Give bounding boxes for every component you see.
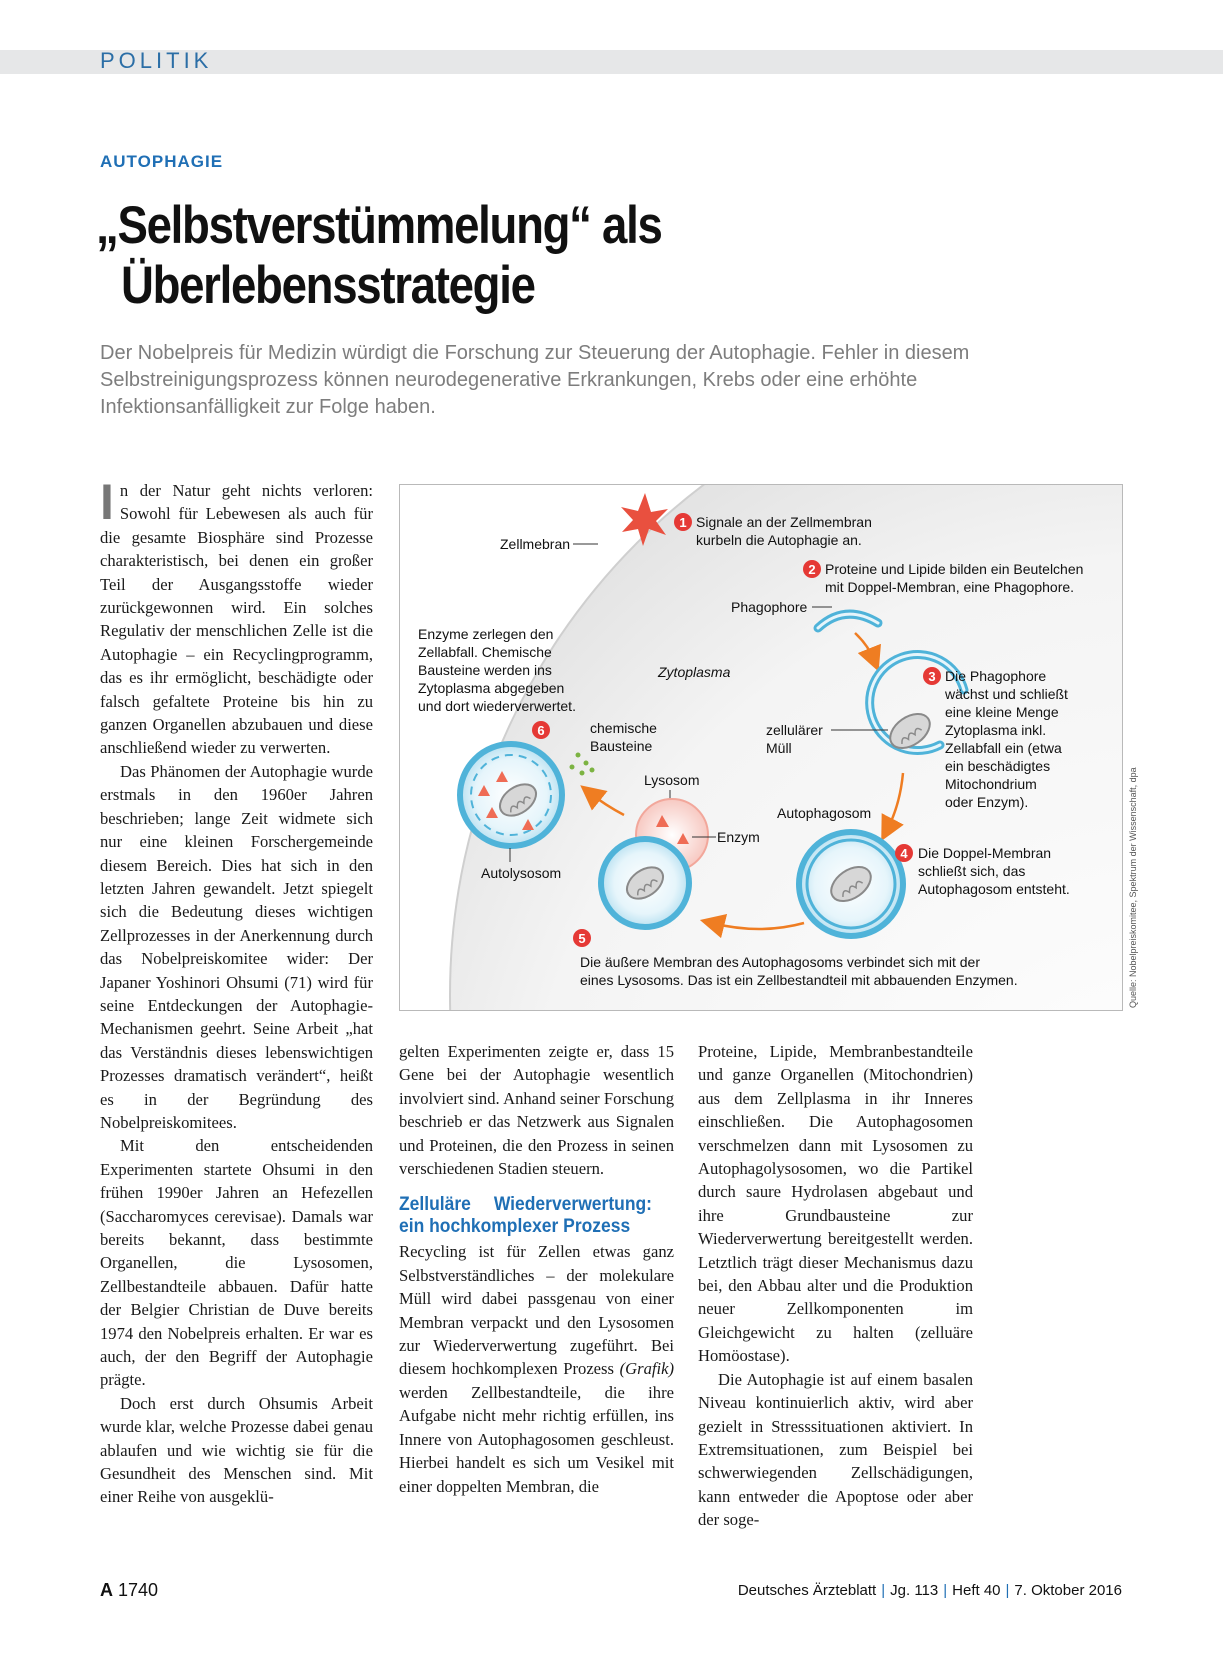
figure-reference[interactable]: (Grafik) — [619, 1359, 674, 1379]
paragraph: gelten Experimenten zeigte er, dass 15 Gene bei der Autophagie wesentlich involviert sind. Anhand seiner Forschung beschrieb er das Netzwerk aus Signalen und Proteinen, die den Prozess in seinen verschiedenen Stadien steuern. — [399, 1042, 674, 1179]
drop-cap: I — [100, 474, 114, 530]
step-3-text: Mitochondrium — [945, 776, 1037, 792]
step-4-text: Die Doppel-Membran — [918, 845, 1052, 861]
step-3-text: Die Phagophore — [945, 668, 1047, 684]
step-5-number: 5 — [578, 931, 586, 946]
step-3-text: oder Enzym). — [945, 794, 1029, 810]
step-2-text: Proteine und Lipide bilden ein Beutelchen — [825, 561, 1084, 577]
article-title — [96, 196, 662, 316]
enzyme-text: und dort wiederverwertet. — [418, 698, 576, 714]
subheading: Zelluläre Wiederverwertung: ein hochkomplexer Prozess — [399, 1194, 652, 1238]
autophagy-diagram — [399, 484, 1123, 1011]
step-1-text: Signale an der Zellmembran — [696, 514, 872, 530]
step-4-number: 4 — [900, 846, 908, 861]
enzyme-text: Zytoplasma abgegeben — [418, 680, 565, 696]
title-line-1: „Selbstverstümmelung“ als — [96, 196, 662, 255]
label-enzym: Enzym — [717, 829, 760, 845]
step-3-text: wächst und schließt — [945, 686, 1068, 702]
page-number: A 1740 — [100, 1580, 159, 1600]
step-3-number: 3 — [928, 669, 936, 684]
step-3-text: eine kleine Menge — [945, 704, 1059, 720]
section-label: POLITIK — [100, 48, 213, 73]
step-1-number: 1 — [679, 515, 687, 530]
enzyme-text: Enzyme zerlegen den — [418, 626, 554, 642]
step-2-text: mit Doppel-Membran, eine Phagophore. — [825, 579, 1075, 595]
text-column-2 — [399, 1040, 674, 1498]
label-lysosom: Lysosom — [644, 772, 700, 788]
article-kicker: AUTOPHAGIE — [100, 152, 224, 171]
label-zytoplasma: Zytoplasma — [658, 664, 731, 680]
enzyme-text: Zellabfall. Chemische — [418, 644, 552, 660]
step-6-number: 6 — [537, 723, 545, 738]
paragraph: Das Phänomen der Autophagie wurde erstmals in den 1960er Jahren beschrieben; lange Zeit widmete sich nur eine kleinen Forschergemeinde diesem Bereich. Dies hat sich in den letzten Jahren gewandelt. Jetzt spiegelt sich die Bedeutung dieses wichtigen Zellprozesses in der Anerkennung durch das Nobelpreiskomitee wider: Der Japaner Yoshinori Ohsumi (71) wird für seine Entdeckungen der Autophagie-Mechanismen geehrt. Seine Arbeit „hat das Verständnis dieses lebenswichtigen Prozesses dramatisch verändert“, heißt es in der Begründung des Nobelpreiskomitees. — [100, 761, 373, 1132]
paragraph: Proteine, Lipide, Membranbestandteile und ganze Organellen (Mitochondrien) aus dem Zellplasma in ihr Inneres einschließen. Die Autophagosomen verschmelzen dann mit Lysosomen zu Autophagolysosomen, wo die Partikel durch saure Hydrolasen abgebaut und ihre Grundbausteine zur Wiederverwertung bereitgestellt werden. Letztlich trägt dieser Mechanismus dazu bei, den Abbau alter und die Produktion neuer Zellkomponenten im Gleichgewicht zu halten (zelluäre Homöostase). — [698, 1042, 973, 1366]
paragraph: In der Natur geht nichts verloren: Sowohl für Lebewesen als auch für die gesamte Biosphäre sind Prozesse charakteristisch, bei denen ein großer Teil der Ausgangsstoffe wieder zurückgewonnen wird. Ein solches Regulativ der menschlichen Zelle ist die Autophagie – ein Recyclingprogramm, das es ihr ermöglicht, beschädigte oder falsch gefaltete Proteine bis hin zu ganzen Organellen abzubauen und diese anschließend wieder zu verwerten. — [100, 474, 373, 758]
step-4-text: Autophagosom entsteht. — [918, 881, 1070, 897]
title-line-2: Überlebensstrategie — [120, 256, 535, 315]
step-5-text: Die äußere Membran des Autophagosoms verbindet sich mit der — [580, 954, 980, 970]
enzyme-text: Bausteine werden ins — [418, 662, 552, 678]
step-2-number: 2 — [808, 562, 816, 577]
label-chemische-bausteine: chemische — [590, 720, 657, 736]
step-5-text: eines Lysosoms. Das ist ein Zellbestandteil mit abbauenden Enzymen. — [580, 972, 1018, 988]
step-3-text: ein beschädigtes — [945, 758, 1051, 774]
label-zellulaerer-muell: Müll — [766, 740, 792, 756]
label-autophagosom: Autophagosom — [777, 805, 872, 821]
step-3-text: Zellabfall ein (etwa — [945, 740, 1062, 756]
article-subtitle: Der Nobelpreis für Medizin würdigt die Forschung zur Steuerung der Autophagie. Fehler in diesem Selbstreinigungsprozess können neurodegenerative Erkrankungen, Krebs oder eine erhöhte Infektionsanfälligkeit zur Folge haben. — [100, 342, 970, 418]
label-phagophore: Phagophore — [731, 599, 808, 615]
paragraph: Die Autophagie ist auf einem basalen Niveau kontinuierlich aktiv, wird aber gezielt in Stresssituationen aktiviert. In Extremsituationen, zum Beispiel bei schwerwiegenden Zellschädigungen, kann entweder die Apoptose oder aber der soge- — [698, 1369, 973, 1530]
paragraph: Mit den entscheidenden Experimenten startete Ohsumi in den frühen 1990er Jahren an Hefezellen (Saccharomyces cerevisae). Damals war bereits bekannt, dass bestimmte Organellen, die Lysosomen, Zellbestandteile abbauen. Dafür hatte der Belgier Christian de Duve bereits 1974 den Nobelpreis erhalten. Er war es auch, der den Begriff der Autophagie prägte. — [100, 1136, 373, 1390]
label-zellmembran: Zellmebran — [500, 536, 571, 552]
autophagy-diagram-svg — [400, 485, 1122, 1010]
step-3-text: Zytoplasma inkl. — [945, 722, 1047, 738]
text-column-1 — [100, 474, 373, 1509]
paragraph: Recycling ist für Zellen etwas ganz Selbstverständliches – der molekulare Müll wird dabei passgenau von einer Membran verpackt und den Lysosomen zur Wiederverwertung zugeführt. Bei diesem hochkomplexen Prozess (Grafik) werden Zellbestandteile, die ihre Aufgabe nicht mehr richtig erfüllen, ins Innere von Autophagosomen geschleust. Hierbei handelt es sich um Vesikel mit einer doppelten Membran, die — [399, 1242, 674, 1496]
journal-footer: Deutsches Ärzteblatt | Jg. 113 | Heft 40 | 7. Oktober 2016 — [737, 1582, 1122, 1599]
text-column-3 — [698, 1040, 973, 1532]
label-zellulaerer-muell: zellulärer — [766, 722, 823, 738]
step-4-text: schließt sich, das — [918, 863, 1026, 879]
paragraph: Doch erst durch Ohsumis Arbeit wurde klar, welche Prozesse dabei genau ablaufen und wie wichtig sie für die Gesundheit des Menschen sind. Mit einer Reihe von ausgeklü- — [100, 1393, 373, 1507]
label-autolysosom: Autolysosom — [481, 865, 562, 881]
figure-source: Quelle: Nobelpreiskomitee, Spektrum der Wissenschaft, dpa — [1128, 767, 1138, 1008]
label-chemische-bausteine: Bausteine — [590, 738, 653, 754]
step-1-text: kurbeln die Autophagie an. — [696, 532, 862, 548]
